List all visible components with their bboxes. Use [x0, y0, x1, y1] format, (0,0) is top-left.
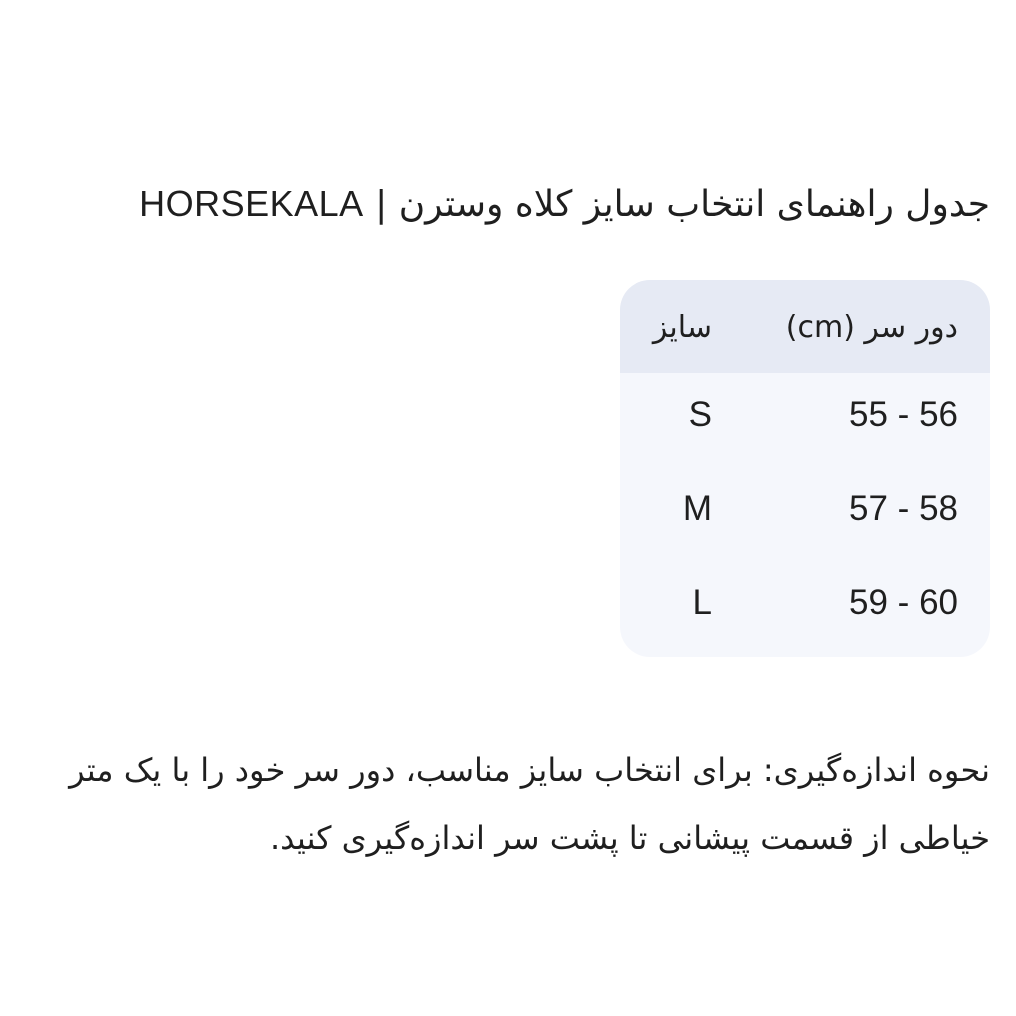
- size-guide-table: [620, 280, 990, 657]
- header-size: سایز: [652, 310, 712, 345]
- row-circumference: 57 - 58: [849, 489, 958, 528]
- table-row: [620, 467, 990, 561]
- table-row: [620, 561, 990, 655]
- row-circumference: 59 - 60: [849, 583, 958, 622]
- table-header-row: [620, 280, 990, 373]
- row-size: S: [688, 395, 712, 434]
- table-row: [620, 373, 990, 467]
- row-size: M: [682, 489, 712, 528]
- page-title: [30, 176, 990, 233]
- row-size: L: [692, 583, 712, 622]
- row-circumference: 55 - 56: [849, 395, 958, 434]
- title-text: جدول راهنمای انتخاب سایز کلاه وسترن: [398, 184, 990, 225]
- header-head-circumference: دور سر (cm): [785, 310, 958, 345]
- brand-name: HORSEKALA: [139, 183, 364, 224]
- measurement-note: نحوه اندازه‌گیری: برای انتخاب سایز مناسب، دور سر خود را با یک متر خیاطی از قسمت پیشانی تا پشت سر اندازه‌گیری کنید.: [69, 751, 990, 857]
- title-separator: |: [375, 184, 388, 225]
